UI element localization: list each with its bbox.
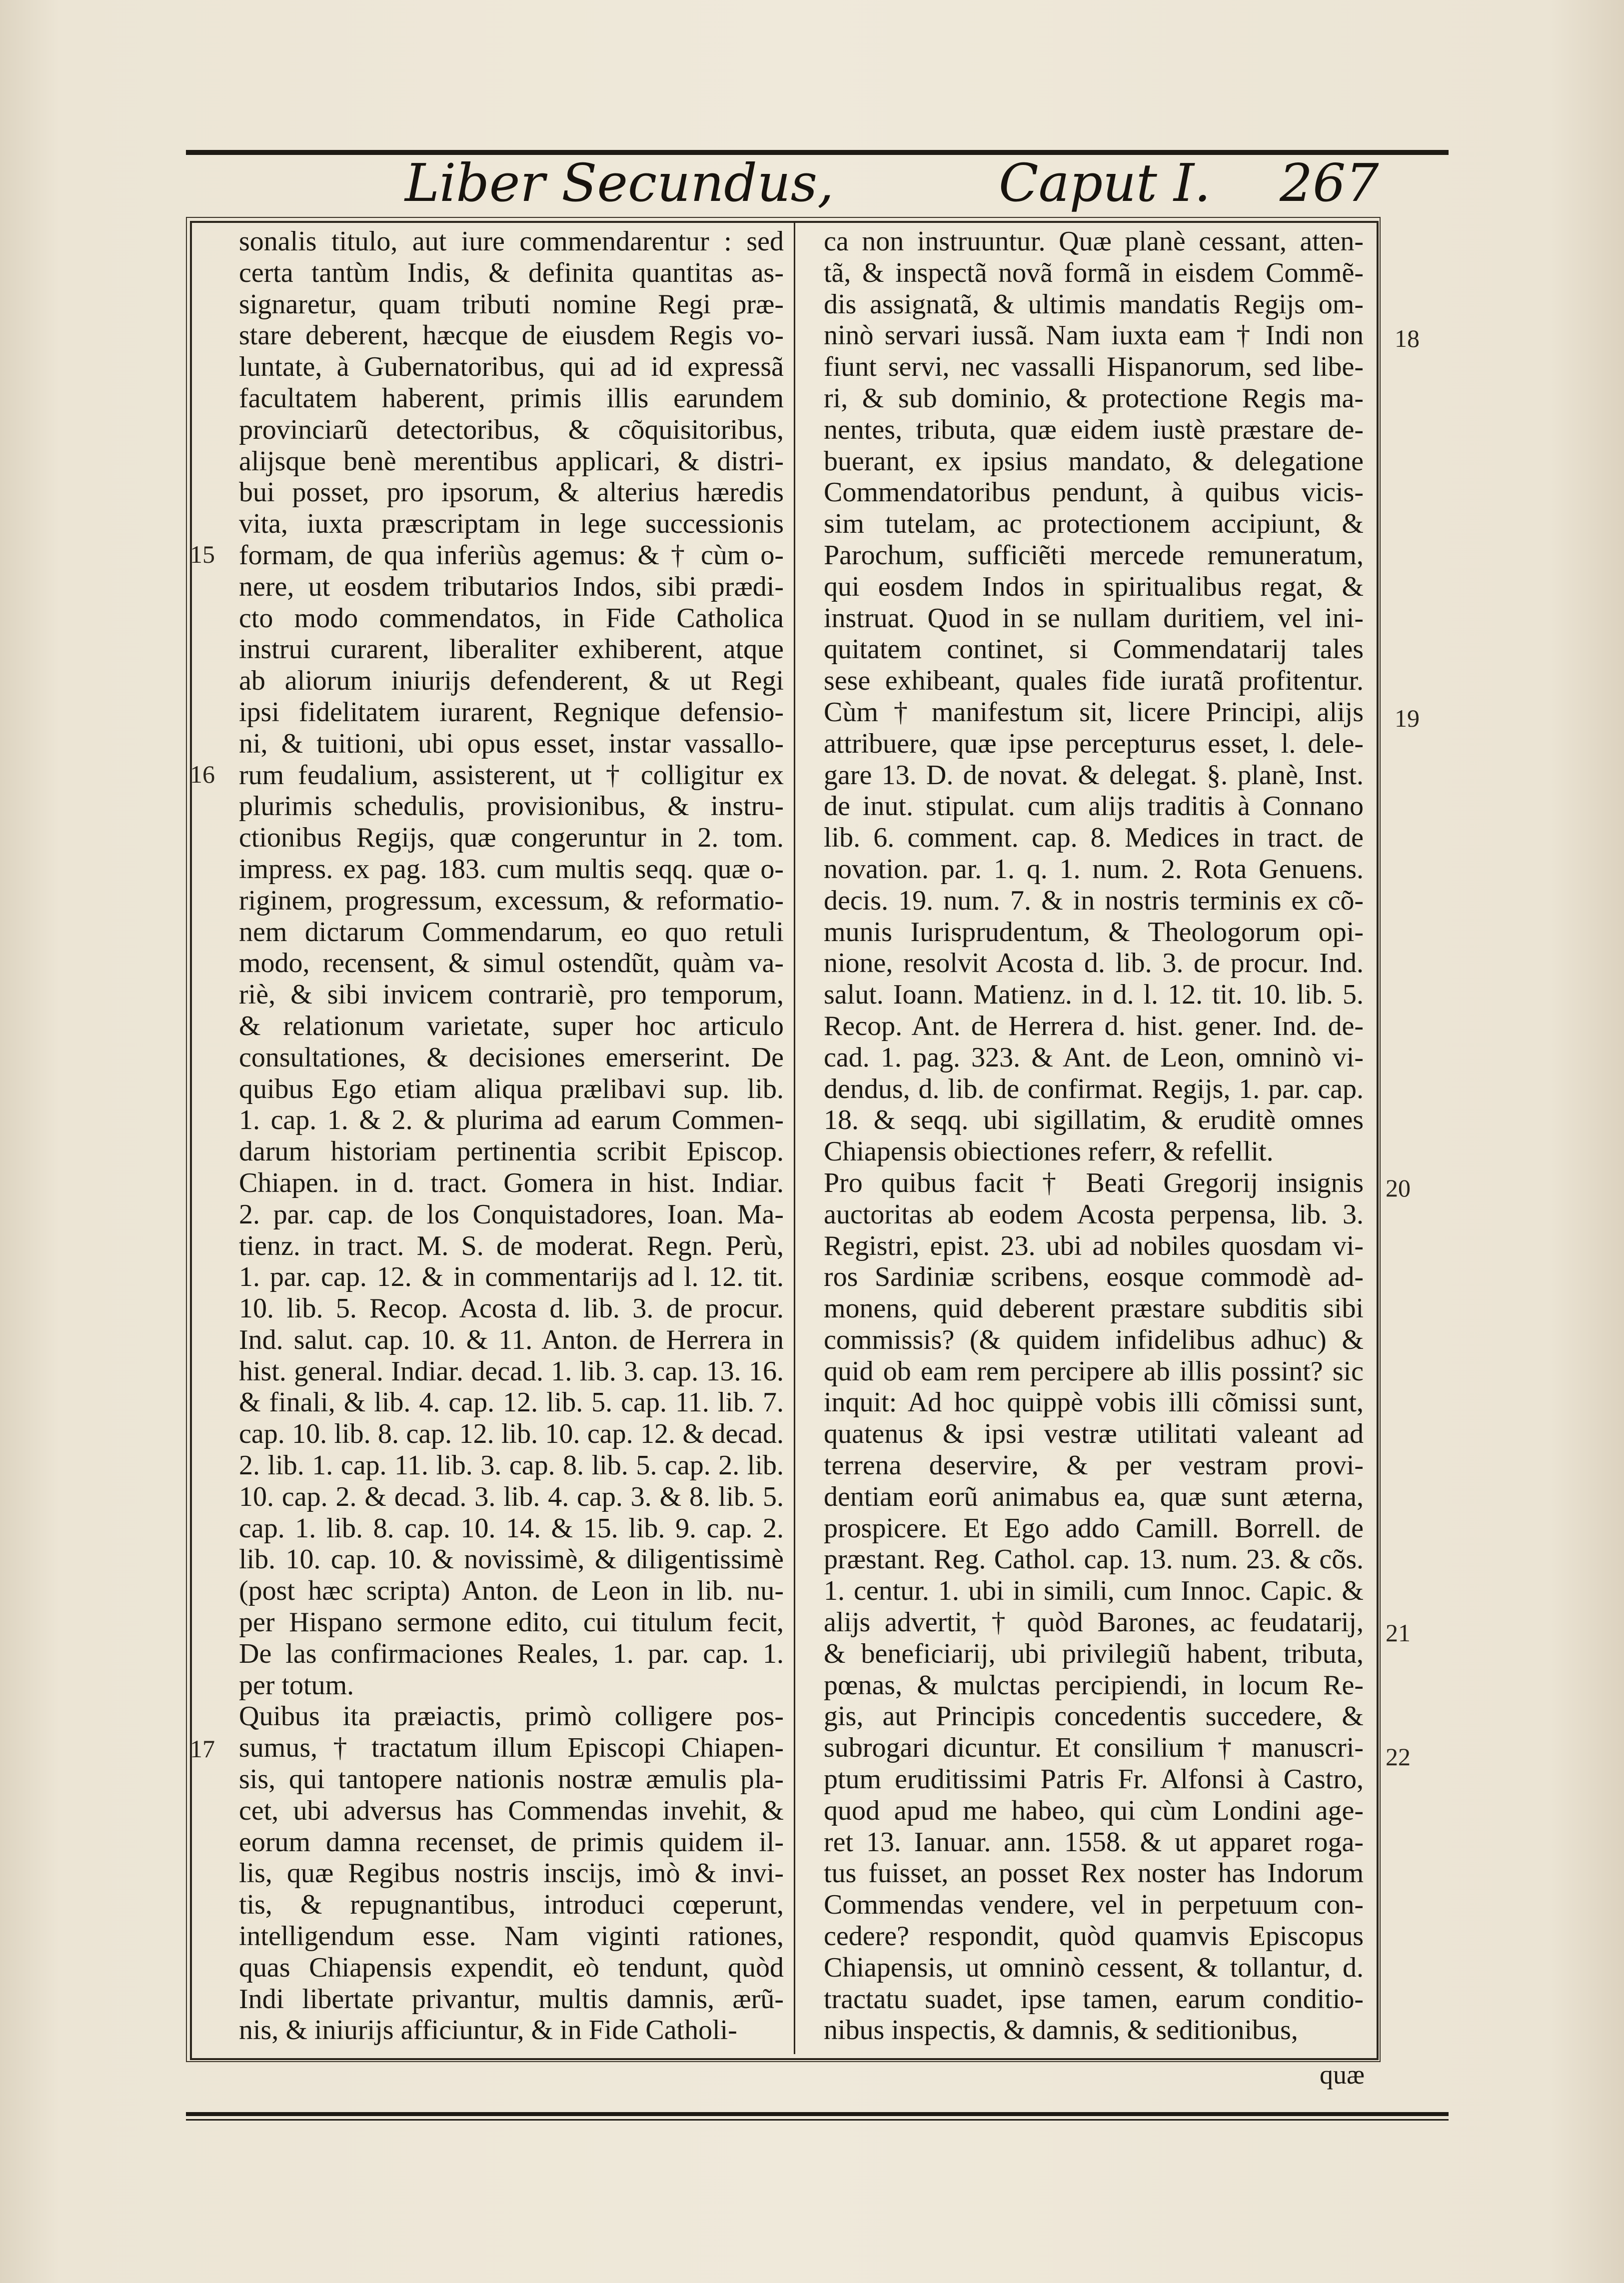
text-line: 2. par. cap. de los Conquistadores, Ioan. Ma- (239, 1198, 784, 1230)
text-line: novation. par. 1. q. 1. num. 2. Rota Genuens. (824, 853, 1364, 885)
text-line: Ind. salut. cap. 10. & 11. Anton. de Herrera in (239, 1324, 784, 1355)
text-line: dentiam eorũ animabus ea, quæ sunt æterna, (824, 1481, 1364, 1512)
text-line: sumus, † tractatum illum Episcopi Chiapen- (239, 1732, 784, 1764)
text-line: sese exhibeant, quales fide iuratã profitentur. (824, 665, 1364, 697)
text-line: decis. 19. num. 7. & in nostris terminis ex cõ- (824, 885, 1364, 916)
text-line: inquit: Ad hoc quippè vobis illi cõmissi sunt, (824, 1387, 1364, 1418)
text-line: alijsque benè merentibus applicari, & distri- (239, 445, 784, 477)
text-line: & beneficiarij, ubi privilegiũ habent, tributa, (824, 1638, 1364, 1669)
text-line: rum feudalium, assisterent, ut † colligitur ex (239, 759, 784, 791)
page-number: 267 (1280, 152, 1379, 213)
text-line: quibus Ego etiam aliqua prælibavi sup. lib. (239, 1073, 784, 1105)
text-line: quas Chiapensis expendit, eò tendunt, quòd (239, 1952, 784, 1983)
text-line: ros Sardiniæ scribens, eosque commodè ad- (824, 1261, 1364, 1293)
text-line: Cùm † manifestum sit, licere Principi, alijs (824, 696, 1364, 728)
text-line: cap. 1. lib. 8. cap. 10. 14. & 15. lib. 9. cap. 2. (239, 1512, 784, 1544)
text-line: fiunt servi, nec vassalli Hispanorum, sed libe- (824, 351, 1364, 383)
text-line: 1. par. cap. 12. & in commentarijs ad l. 12. tit. (239, 1261, 784, 1293)
text-line: nentes, tributa, quæ eidem iustè præstare de- (824, 414, 1364, 445)
text-line: ninò servari iussã. Nam iuxta eam † Indi non (824, 320, 1364, 351)
text-line: 10. cap. 2. & decad. 3. lib. 4. cap. 3. & 8. lib. 5. (239, 1481, 784, 1512)
text-line: dis assignatã, & ultimis mandatis Regijs om- (824, 288, 1364, 320)
text-line: signaretur, quam tributi nomine Regi præ- (239, 288, 784, 320)
text-line: facultatem haberent, primis illis earundem (239, 382, 784, 414)
text-line: vita, iuxta præscriptam in lege successionis (239, 508, 784, 540)
text-line: (post hæc scripta) Anton. de Leon in lib. nu- (239, 1575, 784, 1607)
text-line: instruat. Quod in se nullam duritiem, vel ini- (824, 602, 1364, 634)
text-line: quid ob eam rem percipere ab illis possint? sic (824, 1355, 1364, 1387)
text-line: tis, & repugnantibus, introduci cœperunt, (239, 1889, 784, 1921)
text-line: dendus, d. lib. de confirmat. Regijs, 1. par. cap. (824, 1073, 1364, 1105)
margin-number-15: 15 (190, 540, 215, 568)
chapter-header: Caput I. (999, 152, 1211, 213)
text-line: cap. 10. lib. 8. cap. 12. lib. 10. cap. 12. & decad. (239, 1418, 784, 1450)
margin-number-22: 22 (1386, 1743, 1411, 1771)
text-line: nis, & iniurijs afficiuntur, & in Fide Catholi- (239, 2015, 737, 2046)
text-line: monens, quid deberent præstare subditis sibi (824, 1293, 1364, 1324)
text-line: prospicere. Et Ego addo Camill. Borrell. de (824, 1512, 1364, 1544)
text-line: per totum. (239, 1669, 354, 1701)
text-line: certa tantùm Indis, & definita quantitas as- (239, 257, 784, 288)
text-line: nibus inspectis, & damnis, & seditionibus, (824, 2015, 1298, 2046)
text-line: 10. lib. 5. Recop. Acosta d. lib. 3. de procur. (239, 1293, 784, 1324)
text-line: attribuere, quæ ipse percepturus esset, l. dele- (824, 728, 1364, 759)
text-line: nione, resolvit Acosta d. lib. 3. de procur. Ind. (824, 948, 1364, 979)
text-line: nem dictarum Commendarum, eo quo retuli (239, 916, 784, 948)
text-line: cet, ubi adversus has Commendas invehit, & (239, 1795, 784, 1826)
text-line: modo, recensent, & simul ostendũt, quàm va- (239, 948, 784, 979)
text-line: provinciarũ detectoribus, & cõquisitoribus, (239, 414, 784, 445)
text-line: darum historiam pertinentia scribit Episcop. (239, 1136, 784, 1167)
text-line: riè, & sibi invicem contrariè, pro temporum, (239, 979, 784, 1011)
text-line: formam, de qua inferiùs agemus: & † cùm o- (239, 539, 784, 571)
text-line: gis, aut Principis concedentis succedere, & (824, 1701, 1364, 1732)
footer-rule-thin (186, 2119, 1449, 2121)
text-line: Pro quibus facit † Beati Gregorij insignis (824, 1167, 1364, 1198)
text-line: lib. 6. comment. cap. 8. Medices in tract. de (824, 822, 1364, 854)
text-line: Indi libertate privantur, multis damnis, ærũ- (239, 1983, 784, 2015)
text-line: Chiapen. in d. tract. Gomera in hist. Indiar. (239, 1167, 784, 1198)
text-line: 1. centur. 1. ubi in simili, cum Innoc. Capic. & (824, 1575, 1364, 1607)
text-line: ab aliorum iniurijs defenderent, & ut Regi (239, 665, 784, 697)
text-line: subrogari dicuntur. Et consilium † manuscri- (824, 1732, 1364, 1764)
text-line: intelligendum esse. Nam viginti rationes, (239, 1921, 784, 1952)
text-line: præstant. Reg. Cathol. cap. 13. num. 23. & cõs. (824, 1544, 1364, 1575)
text-line: 1. cap. 1. & 2. & plurima ad earum Commen- (239, 1105, 784, 1136)
text-line: tractatu suadet, ipse tamen, earum conditio- (824, 1983, 1364, 2015)
text-line: qui eosdem Indos in spiritualibus regat, & (824, 571, 1364, 602)
text-line: alijs advertit, † quòd Barones, ac feudatarij, (824, 1607, 1364, 1638)
text-line: sis, qui tantopere nationis nostræ æmulis pla- (239, 1764, 784, 1795)
text-line: munis Iurisprudentum, & Theologorum opi- (824, 916, 1364, 948)
book-title-header: Liber Secundus, (405, 152, 834, 213)
text-line: ctionibus Regijs, quæ congeruntur in 2. tom. (239, 822, 784, 854)
text-line: De las confirmaciones Reales, 1. par. cap. 1. (239, 1638, 784, 1669)
text-line: commissis? (& quidem infidelibus adhuc) & (824, 1324, 1364, 1355)
text-line: salut. Ioann. Matienz. in d. l. 12. tit. 10. lib. 5. (824, 979, 1364, 1011)
text-line: Chiapensis, ut omninò cessent, & tollantur, d. (824, 1952, 1364, 1983)
right-text-column (824, 226, 1364, 2050)
margin-number-21: 21 (1386, 1619, 1411, 1647)
text-line: bui posset, pro ipsorum, & alterius hæredis (239, 477, 784, 508)
text-line: Commendas vendere, vel in perpetuum con- (824, 1889, 1364, 1921)
text-line: sim tutelam, ac protectionem accipiunt, & (824, 508, 1364, 540)
text-line: cedere? respondit, quòd quamvis Episcopus (824, 1921, 1364, 1952)
text-line: tienz. in tract. M. S. de moderat. Regn. Perù, (239, 1230, 784, 1261)
text-line: de inut. stipulat. cum alijs traditis à Connano (824, 791, 1364, 822)
text-line: per Hispano sermone edito, cui titulum fecit, (239, 1607, 784, 1638)
text-line: Registri, epist. 23. ubi ad nobiles quosdam vi- (824, 1230, 1364, 1261)
margin-number-16: 16 (190, 760, 215, 788)
text-line: & relationum varietate, super hoc articulo (239, 1010, 784, 1042)
text-line: Chiapensis obiectiones referr, & refellit. (824, 1136, 1274, 1167)
text-line: Quibus ita præiactis, primò colligere pos- (239, 1701, 784, 1732)
text-line: ni, & tuitioni, ubi opus esset, instar vassallo- (239, 728, 784, 759)
footer-rule (186, 2112, 1449, 2116)
text-line: ret 13. Ianuar. ann. 1558. & ut apparet roga- (824, 1826, 1364, 1858)
text-line: tã, & inspectã novã formã in eisdem Commẽ- (824, 257, 1364, 288)
margin-number-19: 19 (1395, 704, 1420, 732)
text-line: pœnas, & mulctas percipiendi, in locum Re- (824, 1669, 1364, 1701)
text-line: instrui curarent, liberaliter exhiberent, atque (239, 634, 784, 665)
text-line: ptum eruditissimi Patris Fr. Alfonsi à Castro, (824, 1764, 1364, 1795)
text-line: tus fuisset, an posset Rex noster has Indorum (824, 1858, 1364, 1889)
text-line: Recop. Ant. de Herrera d. hist. gener. Ind. de- (824, 1010, 1364, 1042)
text-line: & finali, & lib. 4. cap. 12. lib. 5. cap. 11. lib. 7. (239, 1387, 784, 1418)
text-line: lis, quæ Regibus nostris inscijs, imò & invi- (239, 1858, 784, 1889)
text-line: quod apud me habeo, qui cùm Londini age- (824, 1795, 1364, 1826)
text-line: auctoritas ab eodem Acosta perpensa, lib. 3. (824, 1198, 1364, 1230)
text-line: lib. 10. cap. 10. & novissimè, & diligentissimè (239, 1544, 784, 1575)
text-line: luntate, à Gubernatoribus, qui ad id expressã (239, 351, 784, 383)
text-line: quitatem continet, si Commendatarij tales (824, 634, 1364, 665)
text-line: eorum damna recenset, de primis quidem il- (239, 1826, 784, 1858)
column-divider (794, 223, 795, 2054)
text-line: 18. & seqq. ubi sigillatim, & eruditè omnes (824, 1105, 1364, 1136)
text-line: ca non instruuntur. Quæ planè cessant, atten- (824, 226, 1364, 257)
text-line: cto modo commendatos, in Fide Catholica (239, 602, 784, 634)
text-line: ipsi fidelitatem iurarent, Regnique defensio- (239, 696, 784, 728)
catchword: quæ (1320, 2060, 1365, 2090)
text-line: hist. general. Indiar. decad. 1. lib. 3. cap. 13. 16. (239, 1355, 784, 1387)
text-line: Commendatoribus pendunt, à quibus vicis- (824, 477, 1364, 508)
margin-number-17: 17 (190, 1735, 215, 1763)
text-line: terrena deservire, & per vestram provi- (824, 1450, 1364, 1481)
left-text-column (239, 226, 784, 2050)
text-line: gare 13. D. de novat. & delegat. §. planè, Inst. (824, 759, 1364, 791)
text-line: cad. 1. pag. 323. & Ant. de Leon, omninò vi- (824, 1042, 1364, 1073)
text-line: stare deberent, hæcque de eiusdem Regis vo- (239, 320, 784, 351)
text-line: impress. ex pag. 183. cum multis seqq. quæ o- (239, 853, 784, 885)
text-line: consultationes, & decisiones emerserint. De (239, 1042, 784, 1073)
text-line: nere, ut eosdem tributarios Indos, sibi prædi- (239, 571, 784, 602)
text-line: sonalis titulo, aut iure commendarentur : sed (239, 226, 784, 257)
text-line: riginem, progressum, excessum, & reformatio- (239, 885, 784, 916)
text-line: quatenus & ipsi vestræ utilitati valeant ad (824, 1418, 1364, 1450)
text-line: plurimis schedulis, provisionibus, & instru- (239, 791, 784, 822)
margin-number-18: 18 (1395, 324, 1420, 352)
margin-number-20: 20 (1386, 1174, 1411, 1202)
text-line: ri, & sub dominio, & protectione Regis ma- (824, 382, 1364, 414)
text-line: 2. lib. 1. cap. 11. lib. 3. cap. 8. lib. 5. cap. 2. lib. (239, 1450, 784, 1481)
text-line: buerant, ex ipsius mandato, & delegatione (824, 445, 1364, 477)
text-line: Parochum, sufficiẽti mercede remuneratum, (824, 539, 1364, 571)
